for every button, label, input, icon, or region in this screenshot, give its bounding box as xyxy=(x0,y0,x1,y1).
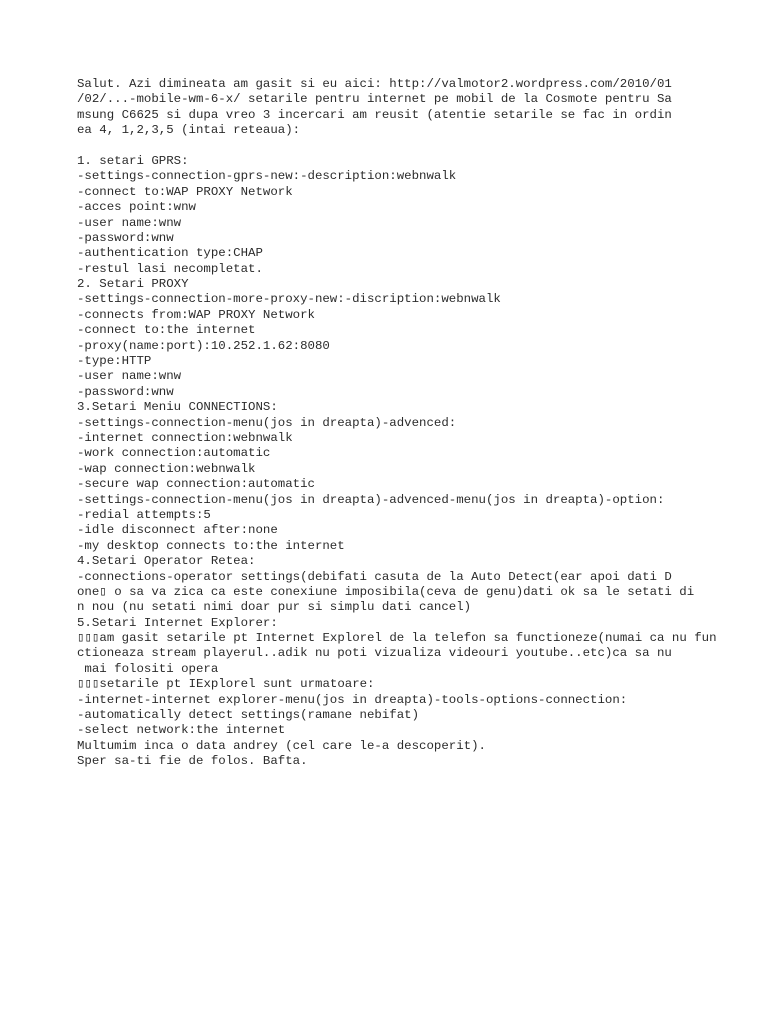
text-line: -settings-connection-menu(jos in dreapta)-advenced-menu(jos in dreapta)-option: xyxy=(77,492,665,507)
text-line: -select network:the internet xyxy=(77,723,286,738)
text-line: -user name:wnw xyxy=(77,215,182,230)
text-line: Sper sa-ti fie de folos. Bafta. xyxy=(77,754,308,769)
text-line: n nou (nu setati nimi doar pur si simplu dati cancel) xyxy=(77,600,472,615)
text-line: mai folositi opera xyxy=(77,661,219,676)
text-line: ea 4, 1,2,3,5 (intai reteaua): xyxy=(77,123,301,138)
document-body xyxy=(77,77,737,770)
text-line: -work connection:automatic xyxy=(77,446,271,461)
text-line xyxy=(77,139,737,154)
text-line: -secure wap connection:automatic xyxy=(77,477,315,492)
text-line: 5.Setari Internet Explorer: xyxy=(77,615,278,630)
text-line: -settings-connection-menu(jos in dreapta)-advenced: xyxy=(77,415,457,430)
text-line: -idle disconnect after:none xyxy=(77,523,278,538)
text-line: one▯ o sa va zica ca este conexiune imposibila(ceva de genu)dati ok sa le setati di xyxy=(77,584,695,599)
text-line: -wap connection:webnwalk xyxy=(77,461,256,476)
text-line: -password:wnw xyxy=(77,230,174,245)
text-line: Multumim inca o data andrey (cel care le-a descoperit). xyxy=(77,738,486,753)
text-line: ctioneaza stream playerul..adik nu poti vizualiza videouri youtube..etc)ca sa nu xyxy=(77,646,672,661)
text-line: 4.Setari Operator Retea: xyxy=(77,554,256,569)
text-line: msung C6625 si dupa vreo 3 incercari am reusit (atentie setarile se fac in ordin xyxy=(77,107,672,122)
text-line: -password:wnw xyxy=(77,384,174,399)
text-line: 3.Setari Meniu CONNECTIONS: xyxy=(77,400,278,415)
text-line: ▯▯▯am gasit setarile pt Internet Explorel de la telefon sa functioneze(numai ca nu fun xyxy=(77,631,717,646)
text-line: -settings-connection-more-proxy-new:-discription:webnwalk xyxy=(77,292,501,307)
text-line: -acces point:wnw xyxy=(77,200,196,215)
text-line: ▯▯▯setarile pt IExplorel sunt urmatoare: xyxy=(77,677,375,692)
text-line: -internet connection:webnwalk xyxy=(77,430,293,445)
text-line: -connect to:WAP PROXY Network xyxy=(77,184,293,199)
text-line: -settings-connection-gprs-new:-description:webnwalk xyxy=(77,169,457,184)
text-line: /02/...-mobile-wm-6-x/ setarile pentru internet pe mobil de la Cosmote pentru Sa xyxy=(77,92,672,107)
text-line: -type:HTTP xyxy=(77,354,152,369)
text-line: -redial attempts:5 xyxy=(77,507,211,522)
text-line: -authentication type:CHAP xyxy=(77,246,263,261)
text-line: -connect to:the internet xyxy=(77,323,256,338)
text-line: -connections-operator settings(debifati casuta de la Auto Detect(ear apoi dati D xyxy=(77,569,672,584)
text-line: -user name:wnw xyxy=(77,369,182,384)
text-line: 2. Setari PROXY xyxy=(77,277,189,292)
text-line: Salut. Azi dimineata am gasit si eu aici: http://valmotor2.wordpress.com/2010/01 xyxy=(77,77,672,91)
text-line: -automatically detect settings(ramane nebifat) xyxy=(77,708,420,723)
text-line: -restul lasi necompletat. xyxy=(77,261,263,276)
text-line: -connects from:WAP PROXY Network xyxy=(77,307,315,322)
text-line: -internet-internet explorer-menu(jos in dreapta)-tools-options-connection: xyxy=(77,692,628,707)
text-line: -proxy(name:port):10.252.1.62:8080 xyxy=(77,338,330,353)
text-line: 1. setari GPRS: xyxy=(77,153,189,168)
text-line: -my desktop connects to:the internet xyxy=(77,538,345,553)
